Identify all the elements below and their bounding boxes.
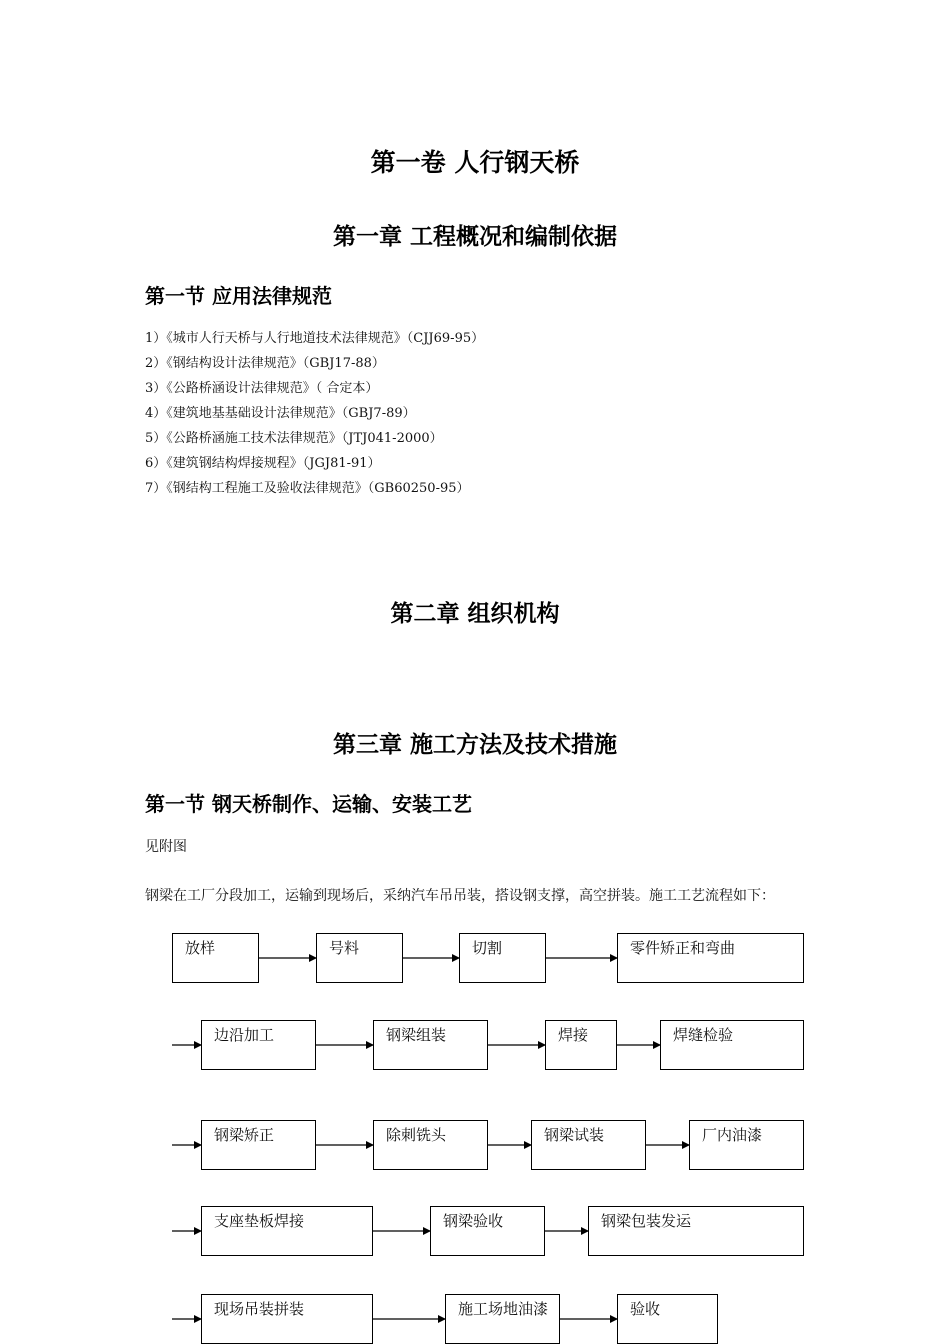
- list-item: 5）《公路桥涵施工技术法律规范》（JTJ041-2000）: [145, 431, 443, 446]
- list-item: 6）《建筑钢结构焊接规程》（JGJ81-91）: [145, 456, 381, 471]
- chapter2-title: 第二章 组织机构: [390, 601, 560, 627]
- flow-step-label: 除刺铣头: [386, 1126, 447, 1144]
- flow-step: [316, 933, 403, 983]
- flow-step: [660, 1020, 804, 1070]
- flow-step: [373, 1120, 488, 1170]
- flow-step-label: 钢梁矫正: [214, 1126, 275, 1144]
- flow-step: [689, 1120, 804, 1170]
- flow-step-label: 号料: [329, 939, 360, 957]
- flow-step-label: 支座垫板焊接: [214, 1212, 305, 1230]
- chapter3-title: 第三章 施工方法及技术措施: [332, 732, 617, 758]
- section-standards-title: 第一节 应用法律规范: [145, 284, 332, 308]
- flow-step: [373, 1020, 488, 1070]
- flow-step: [588, 1206, 804, 1256]
- list-item: 3）《公路桥涵设计法律规范》（ 合定本）: [145, 381, 379, 396]
- list-item: 7）《钢结构工程施工及验收法律规范》（GB60250-95）: [145, 481, 470, 496]
- process-intro: 钢梁在工厂分段加工，运输到现场后，采纳汽车吊吊装，搭设钢支撑，高空拼装。施工工艺流程如下：: [145, 888, 775, 904]
- flow-step-label: 钢梁包装发运: [601, 1212, 692, 1230]
- flow-step: [459, 933, 546, 983]
- flow-step-label: 钢梁验收: [443, 1212, 504, 1230]
- flow-step: [531, 1120, 646, 1170]
- flow-step-label: 施工场地油漆: [458, 1300, 549, 1318]
- section-process-title: 第一节 钢天桥制作、运输、安装工艺: [145, 792, 472, 816]
- flow-step-label: 现场吊装拼装: [214, 1300, 305, 1318]
- flow-step: [617, 1294, 718, 1344]
- flow-step: [617, 933, 804, 983]
- flow-step: [201, 1120, 316, 1170]
- flow-step: [545, 1020, 617, 1070]
- chapter1-title: 第一章 工程概况和编制依据: [332, 224, 617, 250]
- flow-step: [201, 1206, 373, 1256]
- flow-step-label: 焊接: [558, 1026, 589, 1044]
- flow-step-label: 切割: [472, 939, 503, 957]
- standards-list: [145, 328, 484, 503]
- flow-step-label: 验收: [630, 1300, 661, 1318]
- flow-step: [430, 1206, 545, 1256]
- flow-step-label: 边沿加工: [214, 1026, 275, 1044]
- list-item: 1）《城市人行天桥与人行地道技术法律规范》（CJJ69-95）: [145, 331, 485, 346]
- flow-step-label: 厂内油漆: [702, 1126, 763, 1144]
- volume-title: 第一卷 人行钢天桥: [370, 148, 580, 177]
- flow-step: [201, 1294, 373, 1344]
- see-figure-note: 见附图: [145, 839, 187, 855]
- flow-step: [172, 933, 259, 983]
- list-item: 2）《钢结构设计法律规范》（GBJ17-88）: [145, 356, 385, 371]
- flow-step-label: 放样: [185, 939, 216, 957]
- flow-step-label: 钢梁试装: [544, 1126, 605, 1144]
- flow-step-label: 钢梁组装: [386, 1026, 447, 1044]
- flow-step: [201, 1020, 316, 1070]
- flow-step: [445, 1294, 560, 1344]
- flow-step-label: 零件矫正和弯曲: [630, 939, 736, 957]
- flow-step-label: 焊缝检验: [673, 1026, 734, 1044]
- list-item: 4）《建筑地基基础设计法律规范》（GBJ7-89）: [145, 406, 416, 421]
